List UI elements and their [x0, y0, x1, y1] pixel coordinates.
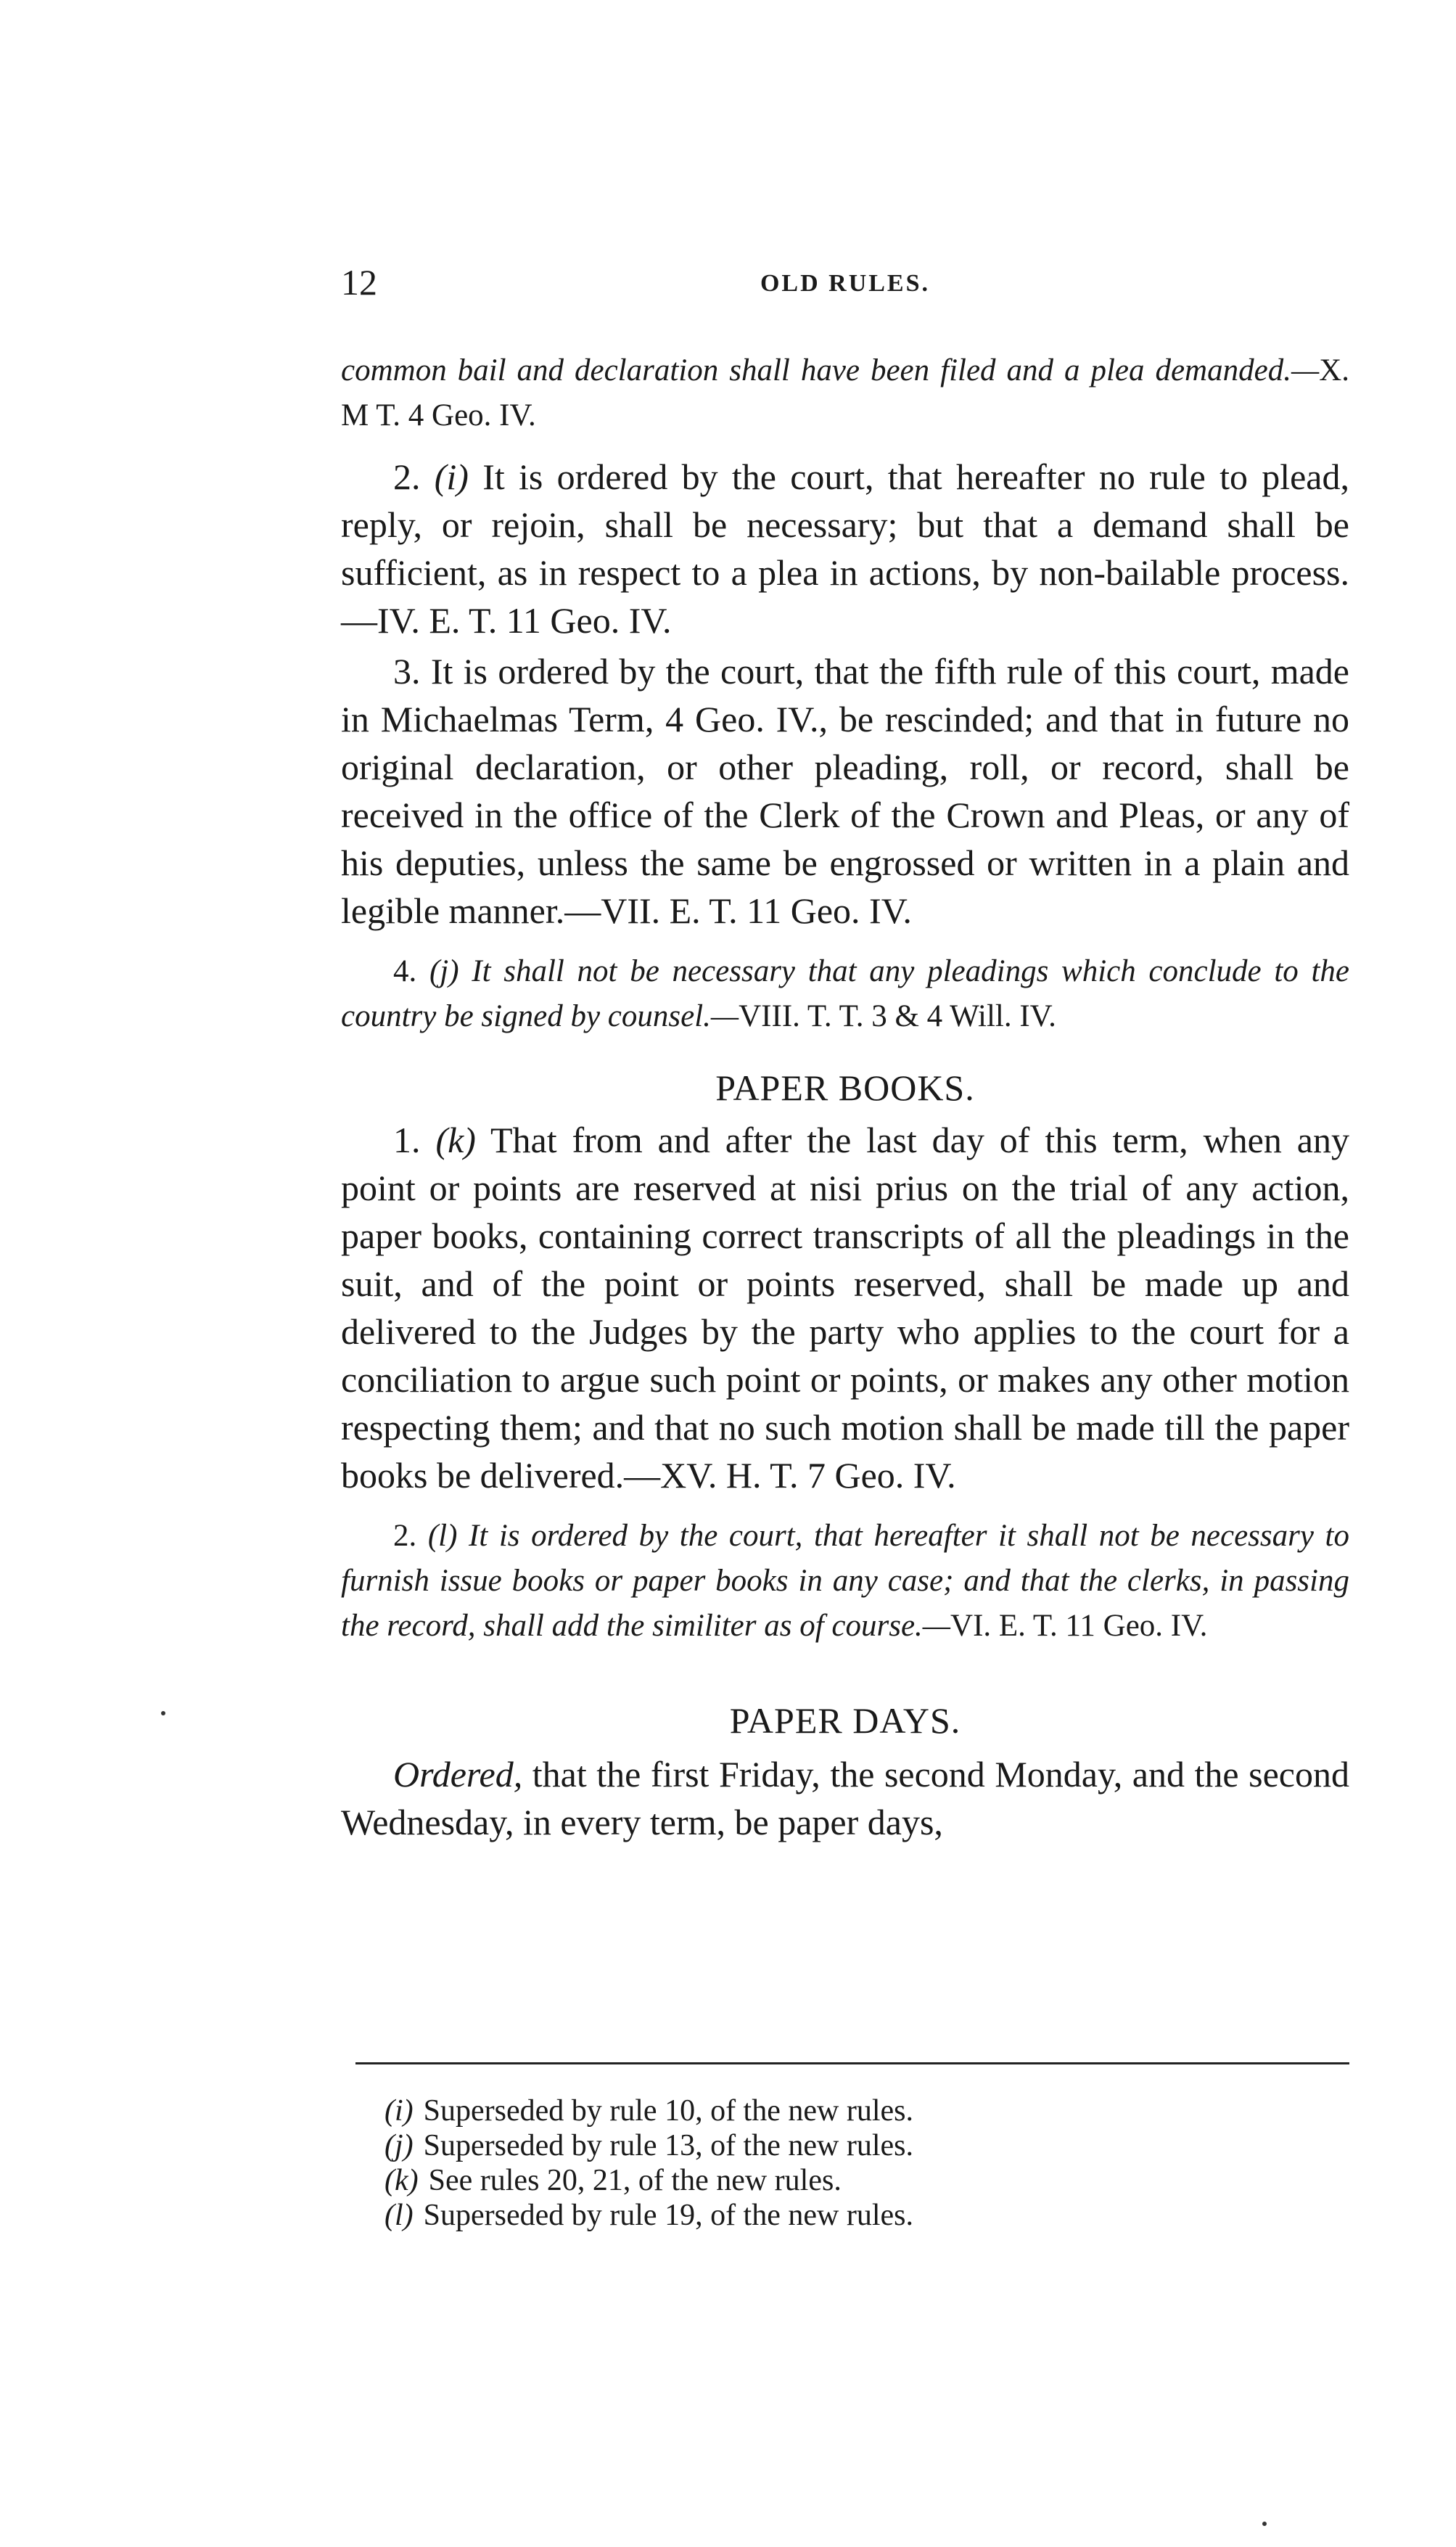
rule-number: 3. — [393, 651, 421, 692]
continuation-paragraph — [341, 348, 1349, 438]
footnote-mark: (l) — [384, 2199, 414, 2232]
rule-text: It is ordered by the court, that hereafter it shall not be necessary to furnish issue books or paper books in any case; and that the clerks, in passing the record, shall add the similiter as of course.— — [341, 1519, 1349, 1643]
rule-4-paragraph — [341, 949, 1349, 1039]
footnotes — [384, 2093, 1328, 2233]
footnote-text: Superseded by rule 19, of the new rules. — [423, 2199, 913, 2232]
footnote-j — [384, 2128, 1328, 2163]
section-heading-paper-books: PAPER BOOKS. — [715, 1067, 975, 1108]
rule-number: 1. — [393, 1120, 421, 1160]
page-header — [341, 261, 1349, 305]
paper-days-paragraph — [341, 1750, 1349, 1846]
running-title: OLD RULES. — [760, 270, 931, 297]
footnote-ref-j: (j) — [429, 954, 459, 988]
page-body — [341, 348, 1349, 1846]
footnote-mark: (j) — [384, 2129, 414, 2162]
rule-3-paragraph — [341, 647, 1349, 935]
rule-text: That from and after the last day of this term, when any point or points are reserved at nisi prius on the trial of any action, paper books, containing correct transcripts of all the pleadings in the suit, and of the point or points reserved, shall be made up and delivered to the Judges by the party who applies to the court for a conciliation to argue such point or points, or makes any other motion respecting them; and that no such motion shall be made till the paper books be delivered.—XV. H. T. 7 Geo. IV. — [341, 1120, 1349, 1496]
footnote-ref-k: (k) — [435, 1120, 476, 1160]
paper-days-lead: Ordered, — [393, 1754, 523, 1795]
rule-number: 2. — [393, 1519, 417, 1553]
paper-books-rule-2-paragraph — [341, 1514, 1349, 1649]
rule-citation: VIII. T. T. 3 & 4 Will. IV. — [739, 999, 1056, 1033]
continuation-citation: X. M T. 4 Geo. IV. — [341, 353, 1349, 432]
rule-citation: VI. E. T. 11 Geo. IV. — [950, 1609, 1208, 1643]
footnote-ref-l: (l) — [427, 1519, 458, 1553]
rule-2-paragraph — [341, 453, 1349, 644]
footnote-l — [384, 2198, 1328, 2233]
rule-number: 4. — [393, 954, 417, 988]
rule-text: It shall not be necessary that any pleadings which conclude to the country be signed by counsel.— — [341, 954, 1350, 1033]
footnote-text: Superseded by rule 13, of the new rules. — [423, 2129, 913, 2162]
rule-number: 2. — [393, 456, 421, 497]
paper-books-rule-1-paragraph — [341, 1116, 1349, 1499]
rule-text: It is ordered by the court, that the fifth rule of this court, made in Michaelmas Term, 4 Geo. IV., be rescinded; and that in future no original declaration, or other pleading, roll, or record, shall be received in the office of the Clerk of the Crown and Pleas, or any of his deputies, unless the same be engrossed or written in a plain and legible manner.—VII. E. T. 11 Geo. IV. — [341, 651, 1349, 931]
footnote-text: See rules 20, 21, of the new rules. — [428, 2164, 842, 2197]
footnote-text: Superseded by rule 10, of the new rules. — [423, 2094, 913, 2128]
paper-days-text: that the first Friday, the second Monday, and the second Wednesday, in every term, be paper days, — [341, 1754, 1349, 1842]
footnote-i — [384, 2093, 1328, 2128]
ink-speck — [161, 1711, 165, 1715]
footnote-mark: (i) — [384, 2094, 414, 2128]
ink-speck — [1262, 2522, 1267, 2526]
continuation-text: common bail and declaration shall have been filed and a plea demanded.— — [341, 353, 1320, 387]
footnote-divider — [355, 2062, 1349, 2064]
footnote-ref-i: (i) — [434, 456, 469, 497]
page-number: 12 — [341, 262, 377, 303]
footnote-k — [384, 2163, 1328, 2198]
rule-text: It is ordered by the court, that hereafter no rule to plead, reply, or rejoin, shall be necessary; but that a demand shall be sufficient, as in respect to a plea in actions, by non-bailable process.—IV. E. T. 11 Geo. IV. — [341, 456, 1350, 641]
footnote-mark: (k) — [384, 2164, 419, 2197]
section-heading-paper-days: PAPER DAYS. — [729, 1700, 961, 1741]
